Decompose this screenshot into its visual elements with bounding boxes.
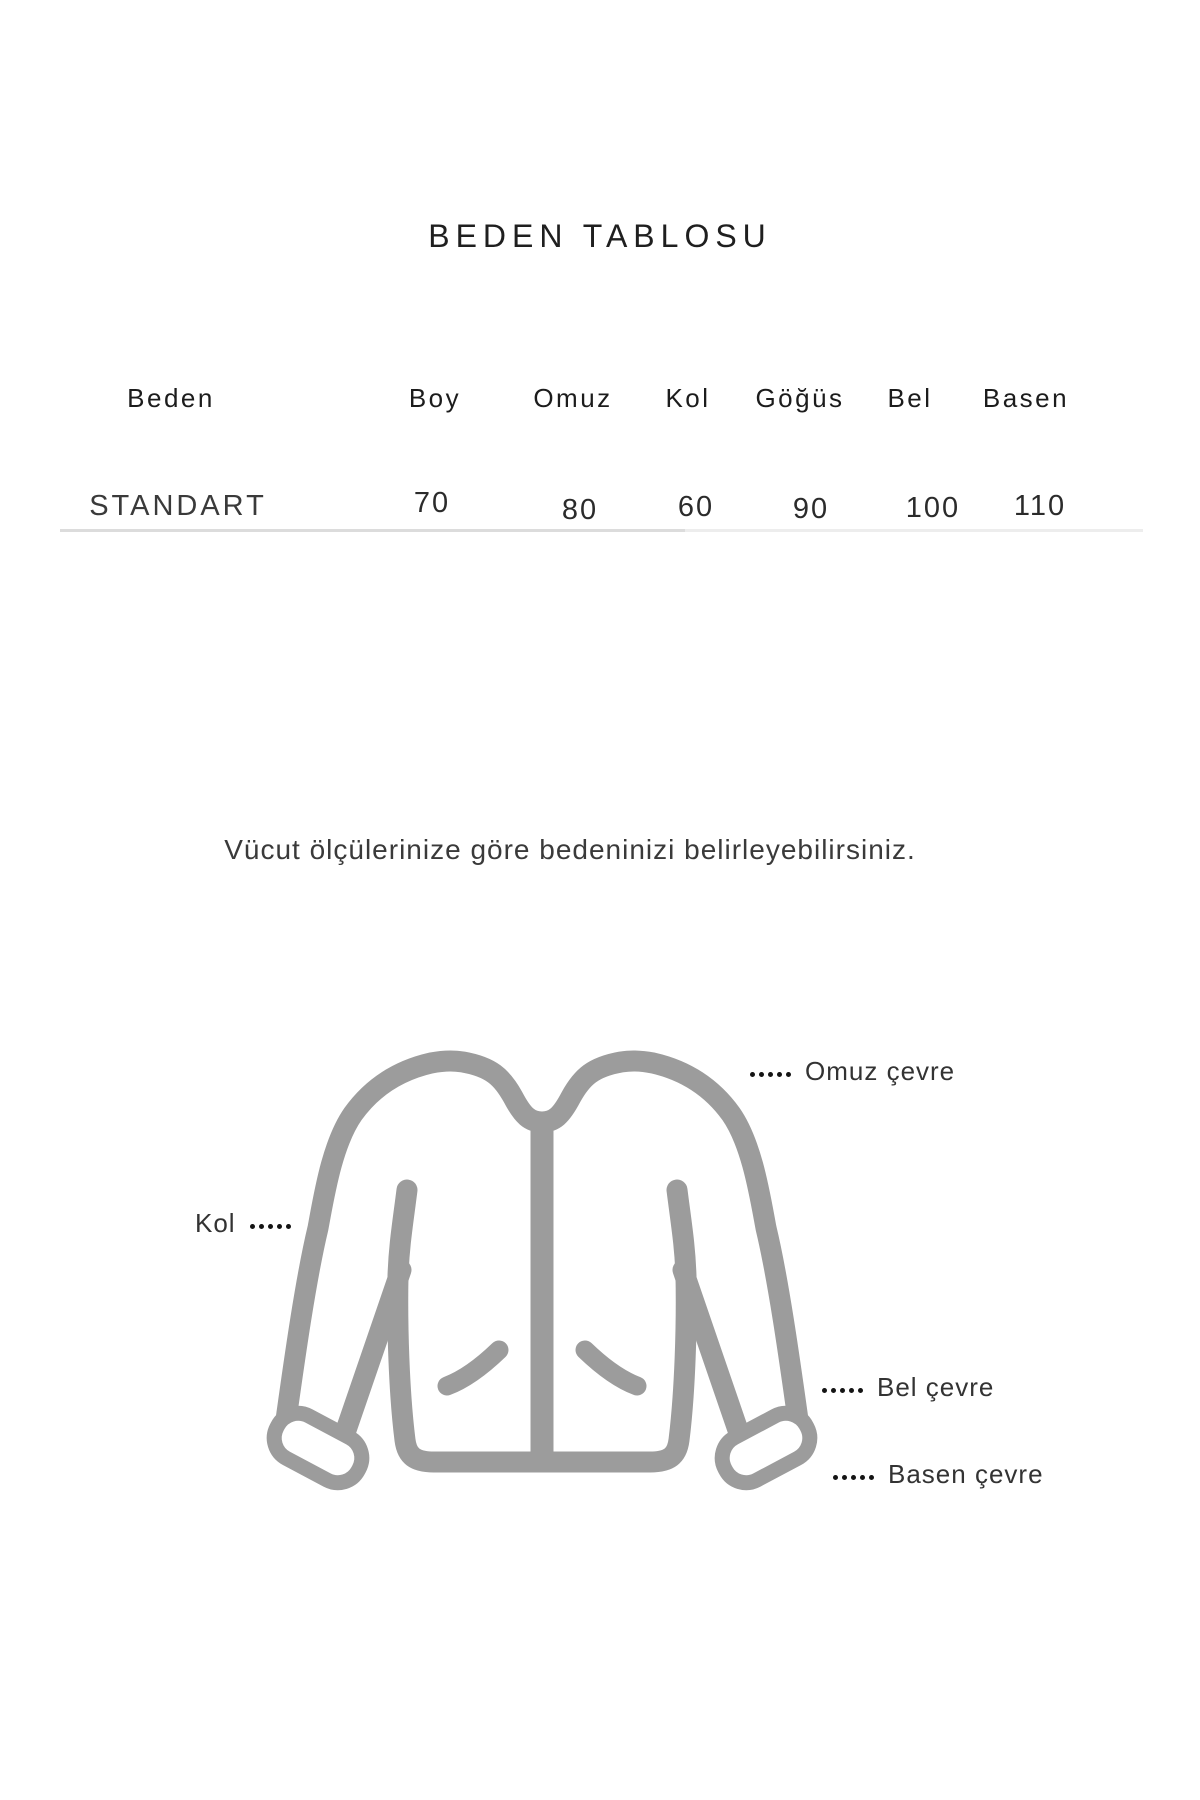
cell-gogus: 90 xyxy=(792,493,830,525)
page-title: BEDEN TABLOSU xyxy=(428,218,772,254)
dotted-leader-icon xyxy=(833,1469,874,1480)
label-basen-text: Basen çevre xyxy=(888,1459,1044,1489)
cell-size-name: STANDART xyxy=(89,490,267,522)
table-divider xyxy=(60,529,685,532)
label-basen-cevre xyxy=(833,1459,1044,1490)
dotted-leader-icon xyxy=(250,1218,291,1229)
jacket-left-pocket xyxy=(447,1350,499,1386)
dotted-leader-icon xyxy=(822,1382,863,1393)
jacket-right-pocket xyxy=(585,1350,637,1386)
column-header-beden: Beden xyxy=(127,383,215,413)
table-divider-faded xyxy=(685,529,1143,532)
cell-basen: 110 xyxy=(1013,490,1067,522)
column-header-boy: Boy xyxy=(408,383,462,413)
label-omuz-text: Omuz çevre xyxy=(805,1056,956,1086)
cell-omuz: 80 xyxy=(561,494,599,526)
label-omuz-cevre xyxy=(750,1056,955,1087)
label-bel-text: Bel çevre xyxy=(877,1372,995,1402)
cell-boy: 70 xyxy=(413,487,451,519)
cell-kol: 60 xyxy=(677,491,715,523)
column-header-gogus: Göğüs xyxy=(755,383,845,413)
label-kol-text: Kol xyxy=(195,1208,236,1238)
size-note: Vücut ölçülerinize göre bedeninizi belirleyebilirsiniz. xyxy=(224,834,916,865)
dotted-leader-icon xyxy=(750,1066,791,1077)
column-header-bel: Bel xyxy=(887,383,933,413)
label-bel-cevre xyxy=(822,1372,994,1403)
column-header-kol: Kol xyxy=(665,383,711,413)
column-header-omuz: Omuz xyxy=(533,383,613,413)
column-header-basen: Basen xyxy=(982,383,1070,413)
jacket-diagram xyxy=(0,900,1200,1600)
cell-bel: 100 xyxy=(905,492,961,524)
label-kol xyxy=(195,1208,291,1239)
